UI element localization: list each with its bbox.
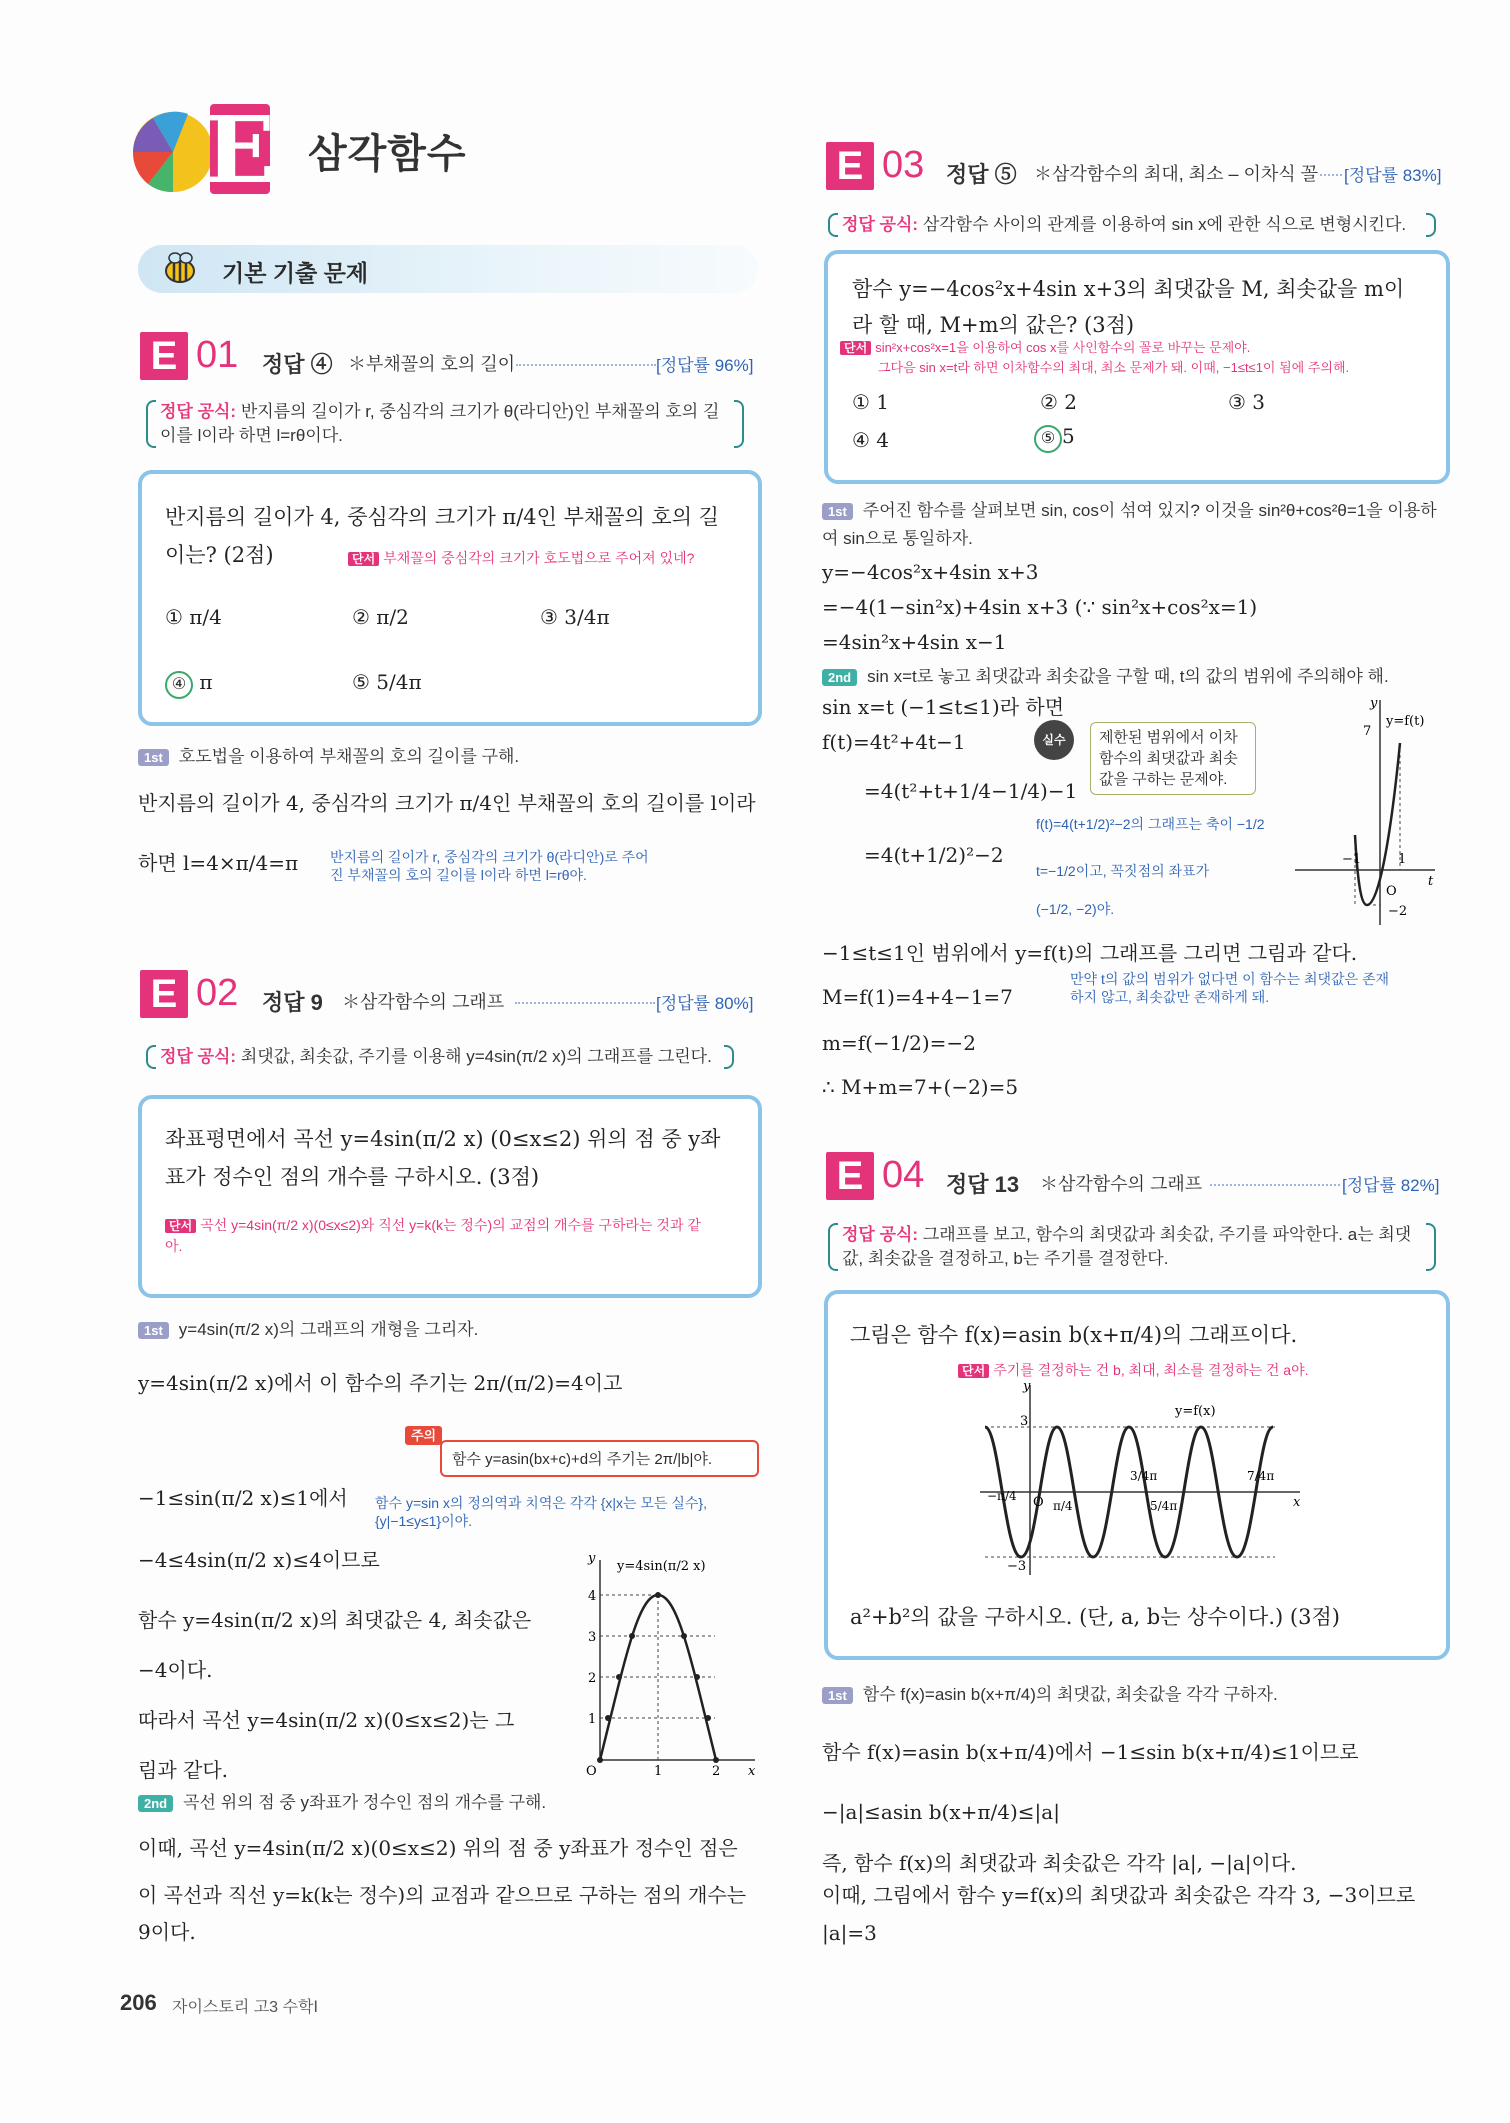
- svg-text:−3: −3: [1007, 1559, 1027, 1574]
- side-note: t=−1/2이고, 꼭짓점의 좌표가: [1036, 863, 1210, 879]
- solution-line: −1≤t≤1인 범위에서 y=f(t)의 그래프를 그리면 그림과 같다.: [822, 941, 1358, 965]
- problem-number: 04: [882, 1154, 925, 1196]
- solution-line: y=4sin(π/2 x)에서 이 함수의 주기는 2π/(π/2)=4이고: [138, 1371, 623, 1395]
- choice-4: ④ π: [165, 670, 213, 699]
- svg-text:3: 3: [1020, 1414, 1029, 1429]
- graph-curve-label: y=f(t): [1386, 714, 1425, 729]
- side-note: 반지름의 길이가 r, 중심각의 크기가 θ(라디안)로 주어진 부채꼴의 호의 길이를 l이라 하면 l=rθ야.: [330, 849, 649, 883]
- step-text: 호도법을 이용하여 부채꼴의 호의 길이를 구해.: [178, 747, 520, 766]
- equation-line: m=f(−1/2)=−2: [822, 1031, 976, 1055]
- svg-text:x: x: [1293, 1495, 1301, 1510]
- solution-line: sin x=t (−1≤t≤1)라 하면: [822, 695, 1065, 719]
- svg-text:π/4: π/4: [1053, 1499, 1073, 1513]
- question-text: 함수 y=−4cos²x+4sin x+3의 최댓값을 M, 최솟값을 m이: [852, 277, 1405, 301]
- formula-note: [842, 213, 1422, 237]
- svg-text:x: x: [748, 1764, 756, 1779]
- step-text: 함수 f(x)=asin b(x+π/4)의 최댓값, 최솟값을 각각 구하자.: [862, 1685, 1278, 1704]
- bee-icon: [160, 249, 200, 289]
- svg-text:1: 1: [654, 1764, 663, 1779]
- hint-text: sin²x+cos²x=1을 이용하여 cos x를 사인함수의 꼴로 바꾸는 문제야.: [875, 340, 1251, 355]
- equation-line: =4(t²+t+1/4−1/4)−1: [864, 779, 1078, 803]
- solution-line: 림과 같다.: [138, 1758, 228, 1782]
- question-text: 라 할 때, M+m의 값은? (3점): [852, 313, 1135, 337]
- question-text: 좌표평면에서 곡선 y=4sin(π/2 x) (0≤x≤2) 위의 점 중 y좌표가 정수인 점의 개수를 구하시오. (3점): [165, 1127, 721, 1189]
- svg-text:2: 2: [712, 1764, 721, 1779]
- svg-text:−π/4: −π/4: [987, 1489, 1017, 1503]
- problem-badge-e02: E: [140, 970, 188, 1018]
- formula-text: 삼각함수 사이의 관계를 이용하여 sin x에 관한 식으로 변형시킨다.: [922, 215, 1407, 234]
- side-note: 만약 t의 값의 범위가 없다면 이 함수는 최댓값은 존재하지 않고, 최솟값만 존재하게 돼.: [1070, 971, 1390, 1005]
- answer-mark-icon: ④: [165, 671, 193, 699]
- formula-label: 정답 공식:: [160, 1047, 237, 1066]
- correct-rate: [정답률 82%]: [1342, 1176, 1440, 1195]
- solution-line: −4이다.: [138, 1658, 213, 1682]
- book-title: 자이스토리 고3 수학Ⅰ: [172, 1999, 319, 2016]
- caution-box: 함수 y=asin(bx+c)+d의 주기는 2π/|b|야.: [440, 1440, 759, 1477]
- svg-text:4: 4: [588, 1589, 597, 1604]
- problem-topic: ＊부채꼴의 호의 길이: [348, 354, 516, 374]
- choice-2: ② π/2: [352, 605, 409, 629]
- mistake-icon: 실수: [1034, 720, 1074, 760]
- problem-number: 01: [196, 334, 239, 376]
- side-note: f(t)=4(t+1/2)²−2의 그래프는 축이 −1/2: [1036, 816, 1265, 832]
- step-1: [822, 1680, 1442, 1705]
- step-2: [822, 662, 1442, 687]
- step-tag: 1st: [138, 1322, 169, 1339]
- leader-dots: [1210, 1184, 1340, 1186]
- step-tag: 1st: [138, 749, 169, 766]
- hint: [958, 1360, 1378, 1380]
- formula-text: 최댓값, 최솟값, 주기를 이용해 y=4sin(π/2 x)의 그래프를 그린다.: [240, 1047, 712, 1066]
- hint: [348, 548, 748, 568]
- step-1: [138, 742, 519, 767]
- step-tag: 2nd: [138, 1795, 173, 1812]
- formula-label: 정답 공식:: [842, 1225, 919, 1244]
- section-banner-title: 기본 기출 문제: [222, 260, 369, 286]
- hint: [840, 338, 1440, 377]
- problem-badge-e01: E: [140, 332, 188, 380]
- solution-line: 9이다.: [138, 1920, 196, 1944]
- choice-5: ⑤ 5/4π: [352, 670, 422, 694]
- problem-badge-e04: E: [826, 1152, 874, 1200]
- side-note: 함수 y=sin x의 정의역과 치역은 각각 {x|x는 모든 실수}, {y|−1≤y≤1}이야.: [375, 1495, 707, 1529]
- formula-label: 정답 공식:: [842, 215, 919, 234]
- svg-text:O: O: [1033, 1495, 1044, 1510]
- question-text: 반지름의 길이가 4, 중심각의 크기가 π/4인 부채꼴의 호의 길이는? (2점): [165, 505, 719, 567]
- solution-line: 따라서 곡선 y=4sin(π/2 x)(0≤x≤2)는 그: [138, 1708, 515, 1732]
- formula-text: 그래프를 보고, 함수의 최댓값과 최솟값, 주기를 파악한다. a는 최댓값, 최솟값을 결정하고, b는 주기를 결정한다.: [842, 1225, 1412, 1268]
- step-text: 곡선 위의 점 중 y좌표가 정수인 점의 개수를 구해.: [183, 1793, 547, 1812]
- step-text: 주어진 함수를 살펴보면 sin, cos이 섞여 있지? 이것을 sin²θ+cos²θ=1을 이용하여 sin으로 통일하자.: [822, 501, 1437, 548]
- problem-number: 03: [882, 144, 925, 186]
- solution-line: 이 곡선과 직선 y=k(k는 정수)의 교점과 같으므로 구하는 점의 개수는: [138, 1883, 747, 1907]
- svg-text:7: 7: [1363, 724, 1372, 739]
- hint-tag: 단서: [165, 1219, 196, 1233]
- leader-dots: [1320, 174, 1342, 176]
- problem-number: 02: [196, 972, 239, 1014]
- solution-line: −|a|≤asin b(x+π/4)≤|a|: [822, 1800, 1060, 1824]
- problem-topic: ＊삼각함수의 그래프: [1040, 1174, 1203, 1194]
- step-1: [138, 1315, 478, 1340]
- chapter-title: 삼각함수: [308, 132, 467, 176]
- step-text: sin x=t로 놓고 최댓값과 최솟값을 구할 때, t의 값의 범위에 주의해야 해.: [867, 667, 1389, 686]
- hint-tag: 단서: [840, 341, 871, 355]
- choice-1: ① 1: [852, 390, 890, 414]
- svg-text:y: y: [1023, 1380, 1031, 1394]
- solution-line: −4≤4sin(π/2 x)≤4이므로: [138, 1548, 380, 1572]
- caution-tag: 주의: [405, 1425, 442, 1444]
- hint-text: 부채꼴의 중심각의 크기가 호도법으로 주어져 있네?: [383, 550, 695, 566]
- equation-line: M=f(1)=4+4−1=7: [822, 985, 1013, 1009]
- equation-line: ∴ M+m=7+(−2)=5: [822, 1075, 1019, 1099]
- svg-text:7/4π: 7/4π: [1247, 1469, 1275, 1483]
- solution-line: 즉, 함수 f(x)의 최댓값과 최솟값은 각각 |a|, −|a|이다.: [822, 1851, 1297, 1875]
- equation-line: f(t)=4t²+4t−1: [822, 730, 966, 754]
- formula-label: 정답 공식:: [160, 402, 237, 421]
- equation-line: =−4(1−sin²x)+4sin x+3 (∵ sin²x+cos²x=1): [822, 595, 1258, 619]
- graph-curve-label: y=f(x): [1175, 1404, 1216, 1419]
- svg-text:2: 2: [588, 1671, 597, 1686]
- answer-label: 정답 ⑤: [946, 162, 1017, 187]
- hint-text: 주기를 결정하는 건 b, 최대, 최소를 결정하는 건 a야.: [993, 1362, 1309, 1378]
- hint-text: 그다음 sin x=t라 하면 이차함수의 최대, 최소 문제가 돼. 이때, −1≤t≤1이 됨에 주의해.: [878, 360, 1350, 375]
- answer-label: 정답 ④: [262, 352, 333, 377]
- graph-curve-label: y=4sin(π/2 x): [617, 1559, 706, 1574]
- step-tag: 1st: [822, 1687, 853, 1704]
- svg-text:E: E: [204, 100, 276, 200]
- choice-1: ① π/4: [165, 605, 222, 629]
- correct-rate: [정답률 96%]: [656, 356, 754, 375]
- problem-badge-e03: E: [826, 142, 874, 190]
- svg-text:1: 1: [1398, 852, 1407, 867]
- step-1: [822, 497, 1442, 553]
- solution-line: −1≤sin(π/2 x)≤1에서: [138, 1486, 348, 1510]
- svg-text:y: y: [588, 1551, 596, 1566]
- chapter-logo: [128, 100, 283, 200]
- hint-tag: 단서: [348, 552, 379, 566]
- svg-text:−1: −1: [1342, 852, 1362, 867]
- mistake-note: 제한된 범위에서 이차함수의 최댓값과 최솟값을 구하는 문제야.: [1090, 722, 1256, 795]
- svg-text:t: t: [1428, 874, 1434, 889]
- choice-5: ⑤ 5: [1034, 424, 1075, 453]
- choice-4: ④ 4: [852, 428, 890, 452]
- problem-topic: ＊삼각함수의 최대, 최소 – 이차식 꼴: [1034, 164, 1319, 184]
- hint-tag: 단서: [958, 1364, 989, 1378]
- choice-3: ③ 3/4π: [540, 605, 610, 629]
- leader-dots: [515, 1002, 655, 1004]
- equation-line: =4sin²x+4sin x−1: [822, 630, 1007, 654]
- solution-line: 하면 l=4×π/4=π: [138, 851, 299, 875]
- question-text: 그림은 함수 f(x)=asin b(x+π/4)의 그래프이다.: [850, 1323, 1298, 1347]
- problem-topic: ＊삼각함수의 그래프: [342, 992, 505, 1012]
- step-2: [138, 1788, 546, 1813]
- correct-rate: [정답률 83%]: [1344, 166, 1442, 185]
- formula-text: 반지름의 길이가 r, 중심각의 크기가 θ(라디안)인 부채꼴의 호의 길이를 l이라 하면 l=rθ이다.: [160, 402, 720, 445]
- quadratic-graph-e03: [1290, 695, 1440, 925]
- solution-line: 이때, 곡선 y=4sin(π/2 x)(0≤x≤2) 위의 점 중 y좌표가 정수인 점은: [138, 1836, 738, 1860]
- answer-label: 정답 13: [946, 1172, 1020, 1197]
- svg-text:1: 1: [588, 1712, 597, 1727]
- step-tag: 1st: [822, 503, 853, 520]
- equation-line: =4(t+1/2)²−2: [864, 843, 1004, 867]
- step-text: y=4sin(π/2 x)의 그래프의 개형을 그리자.: [178, 1320, 479, 1339]
- solution-line: 함수 y=4sin(π/2 x)의 최댓값은 4, 최솟값은: [138, 1608, 532, 1632]
- sine-graph-e04: [975, 1380, 1305, 1580]
- hint-text: 곡선 y=4sin(π/2 x)(0≤x≤2)와 직선 y=k(k는 정수)의 교점의 개수를 구하라는 것과 같아.: [165, 1217, 701, 1254]
- svg-text:3/4π: 3/4π: [1130, 1469, 1158, 1483]
- equation-line: y=−4cos²x+4sin x+3: [822, 560, 1039, 584]
- formula-note: [842, 1223, 1422, 1271]
- choice-3: ③ 3: [1228, 390, 1266, 414]
- answer-label: 정답 9: [262, 990, 323, 1015]
- svg-text:O: O: [1386, 884, 1397, 899]
- svg-text:−2: −2: [1388, 904, 1408, 919]
- solution-line: 이때, 그림에서 함수 y=f(x)의 최댓값과 최솟값은 각각 3, −3이므로: [822, 1883, 1416, 1907]
- side-note: (−1/2, −2)야.: [1036, 901, 1115, 917]
- answer-mark-icon: ⑤: [1034, 425, 1062, 453]
- solution-line: 반지름의 길이가 4, 중심각의 크기가 π/4인 부채꼴의 호의 길이를 l이라: [138, 791, 756, 815]
- solution-line: |a|=3: [822, 1921, 877, 1945]
- formula-note: [160, 400, 730, 448]
- svg-text:y: y: [1370, 696, 1378, 711]
- leader-dots: [516, 364, 656, 366]
- correct-rate: [정답률 80%]: [656, 994, 754, 1013]
- step-tag: 2nd: [822, 669, 857, 686]
- hint: [165, 1215, 705, 1256]
- formula-note: [160, 1045, 720, 1069]
- svg-text:5/4π: 5/4π: [1150, 1499, 1178, 1513]
- solution-line: 함수 f(x)=asin b(x+π/4)에서 −1≤sin b(x+π/4)≤1이므로: [822, 1740, 1359, 1764]
- page-number: 206: [120, 1990, 157, 2015]
- sine-graph-e02: [580, 1550, 760, 1780]
- svg-text:3: 3: [588, 1630, 597, 1645]
- question-text: a²+b²의 값을 구하시오. (단, a, b는 상수이다.) (3점): [850, 1605, 1340, 1629]
- svg-text:O: O: [586, 1764, 597, 1779]
- choice-2: ② 2: [1040, 390, 1078, 414]
